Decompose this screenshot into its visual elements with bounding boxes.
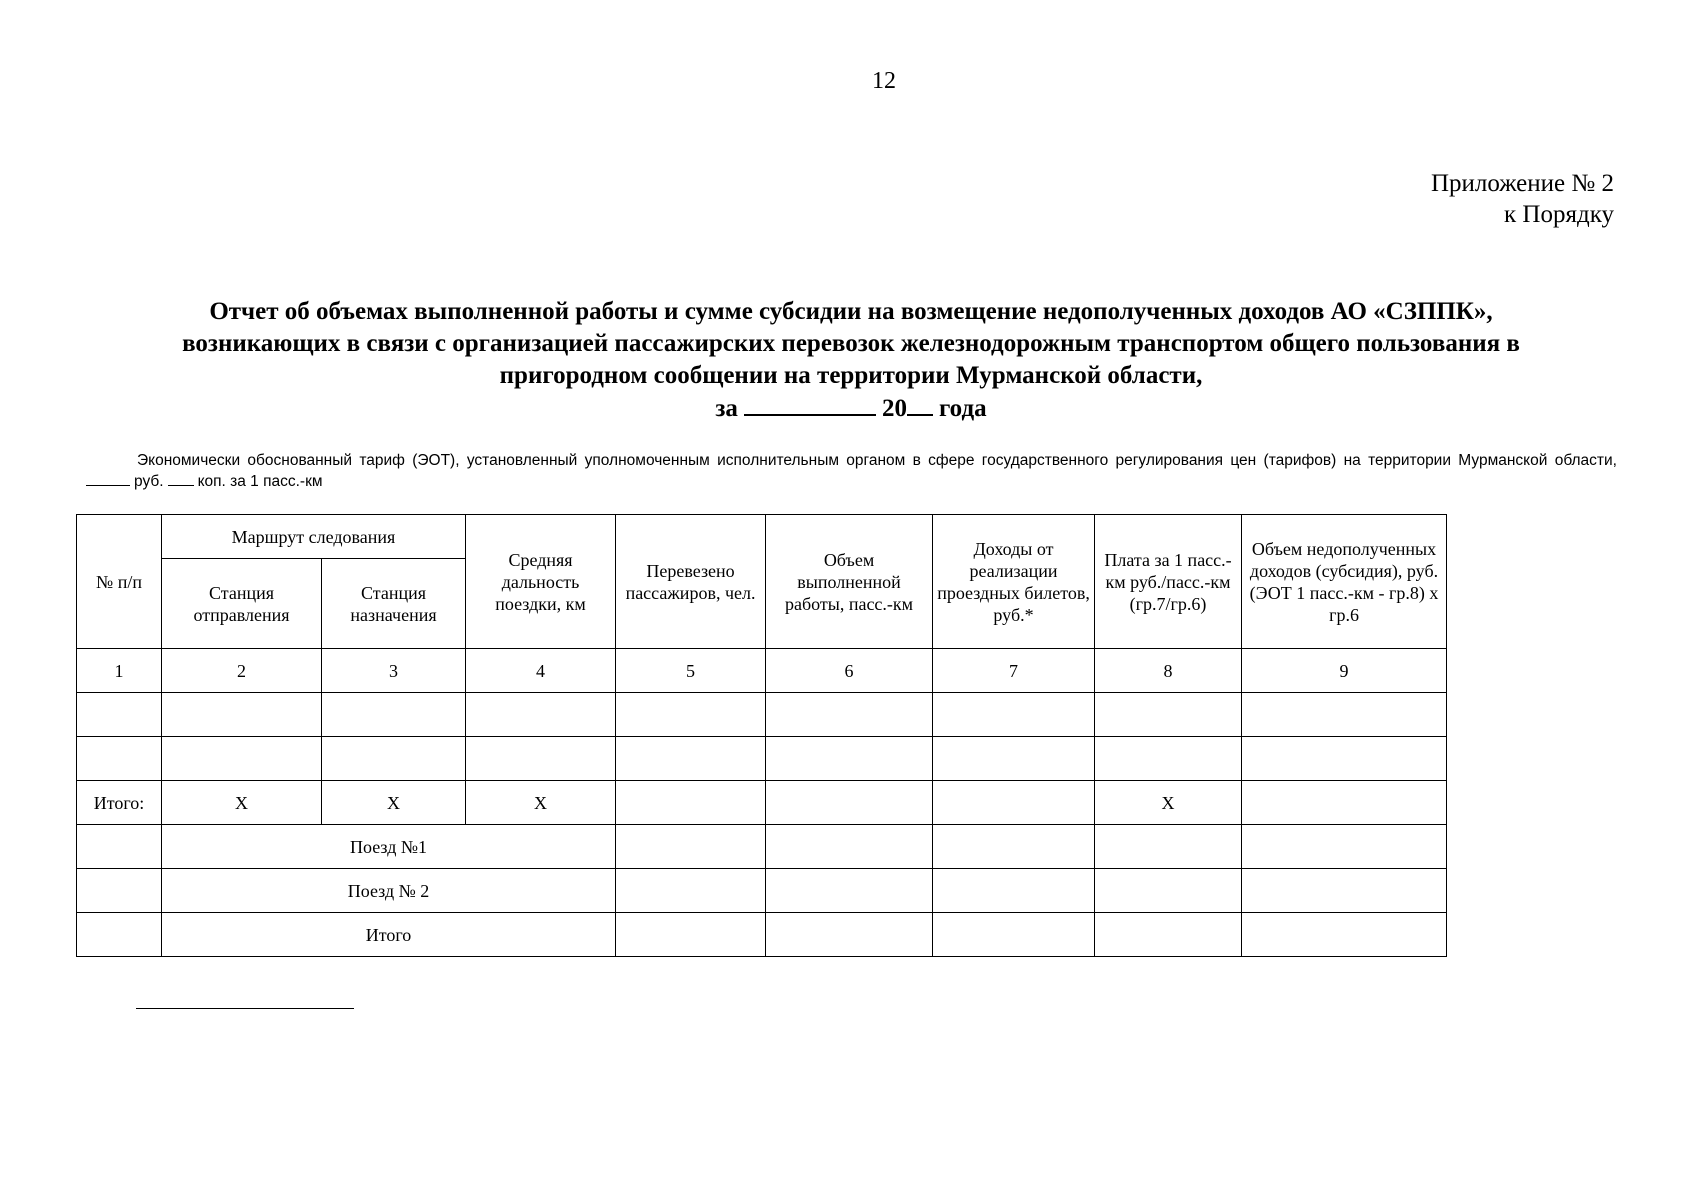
table-cell [77,737,162,781]
title-line-1: Отчет об объемах выполненной работы и сумме субсидии на возмещение недополученных доходов АО «СЗППК», [209,298,1493,325]
column-number-row [77,649,1447,693]
table-cell [933,869,1095,913]
appendix-label [1431,168,1614,230]
table-cell [766,913,933,957]
table-cell [933,825,1095,869]
table-cell [1095,825,1242,869]
col-number-6: 6 [766,649,933,693]
col-number-3: 3 [322,649,466,693]
table-cell [616,869,766,913]
col-number-2: 2 [162,649,322,693]
table-cell [1242,869,1447,913]
table-cell [616,913,766,957]
header-work-volume: Объем выполненной работы, пасс.-км [766,515,933,649]
table-cell [1095,913,1242,957]
title-year-suffix: года [938,395,987,422]
footnote-separator [136,1008,354,1009]
tariff-paragraph [82,450,1617,492]
table-cell [616,781,766,825]
train-2-label: Поезд № 2 [162,869,616,913]
table-cell [933,781,1095,825]
table-cell [77,693,162,737]
col-number-7: 7 [933,649,1095,693]
table-cell [1242,737,1447,781]
header-fare: Плата за 1 пасс.-км руб./пасс.-км (гр.7/гр.6) [1095,515,1242,649]
table-row [77,693,1447,737]
table-cell [616,693,766,737]
table-cell [1242,781,1447,825]
table-cell [933,737,1095,781]
tariff-rub: руб. [134,473,164,490]
table-cell [1095,737,1242,781]
table-cell [1095,693,1242,737]
header-station-to: Станция назначения [322,559,466,649]
grand-total-label: Итого [162,913,616,957]
title-year-prefix: 20 [881,395,907,422]
table-row [77,737,1447,781]
table-cell [766,825,933,869]
table-cell [766,869,933,913]
table-cell [77,913,162,957]
total-x-col8: Х [1095,781,1242,825]
kop-blank [168,473,194,486]
rub-blank [86,473,130,486]
total-x-col3: Х [322,781,466,825]
title-period-line [80,392,1622,425]
table-cell [162,737,322,781]
total-x-col4: Х [466,781,616,825]
page-number: 12 [872,68,896,94]
header-route: Маршрут следования [162,515,466,559]
table-cell [1242,913,1447,957]
appendix-line-1: Приложение № 2 [1430,170,1614,197]
year-blank [907,392,933,416]
table-cell [616,737,766,781]
table-cell [766,693,933,737]
header-subsidy: Объем недополученных доходов (субсидия), руб. (ЭОТ 1 пасс.-км - гр.8) х гр.6 [1242,515,1447,649]
tariff-kop: коп. за 1 пасс.-км [197,473,323,490]
grand-total-row [77,913,1447,957]
table-cell [933,913,1095,957]
title-line-3: пригородном сообщении на территории Мурманской области, [499,362,1203,389]
report-table [76,514,1447,957]
title-za: за [715,395,738,422]
header-num: № п/п [77,515,162,649]
train-1-label: Поезд №1 [162,825,616,869]
col-number-4: 4 [466,649,616,693]
total-label: Итого: [77,781,162,825]
header-passengers: Перевезено пассажиров, чел. [616,515,766,649]
col-number-5: 5 [616,649,766,693]
header-revenue: Доходы от реализации проездных билетов, руб.* [933,515,1095,649]
header-station-from: Станция отправления [162,559,322,649]
train-1-row [77,825,1447,869]
table-cell [322,693,466,737]
col-number-9: 9 [1242,649,1447,693]
table-cell [162,693,322,737]
col-number-8: 8 [1095,649,1242,693]
table-cell [1095,869,1242,913]
title-line-2: возникающих в связи с организацией пассажирских перевозок железнодорожным транспортом общего пользования в [182,330,1520,357]
period-blank [744,392,876,416]
table-cell [322,737,466,781]
table-cell [616,825,766,869]
appendix-line-2: к Порядку [1504,201,1614,228]
report-title [80,296,1622,425]
col-number-1: 1 [77,649,162,693]
table-cell [766,737,933,781]
total-x-col2: Х [162,781,322,825]
tariff-text: Экономически обоснованный тариф (ЭОТ), установленный уполномоченным исполнительным органом в сфере государственного регулирования цен (тарифов) на территории Мурманской области, [137,452,1617,469]
table-cell [1242,825,1447,869]
table-cell [766,781,933,825]
table-cell [466,693,616,737]
train-2-row [77,869,1447,913]
total-row [77,781,1447,825]
table-cell [77,869,162,913]
header-avg-distance: Средняя дальность поездки, км [466,515,616,649]
table-cell [77,825,162,869]
table-cell [466,737,616,781]
table-cell [933,693,1095,737]
table-cell [1242,693,1447,737]
